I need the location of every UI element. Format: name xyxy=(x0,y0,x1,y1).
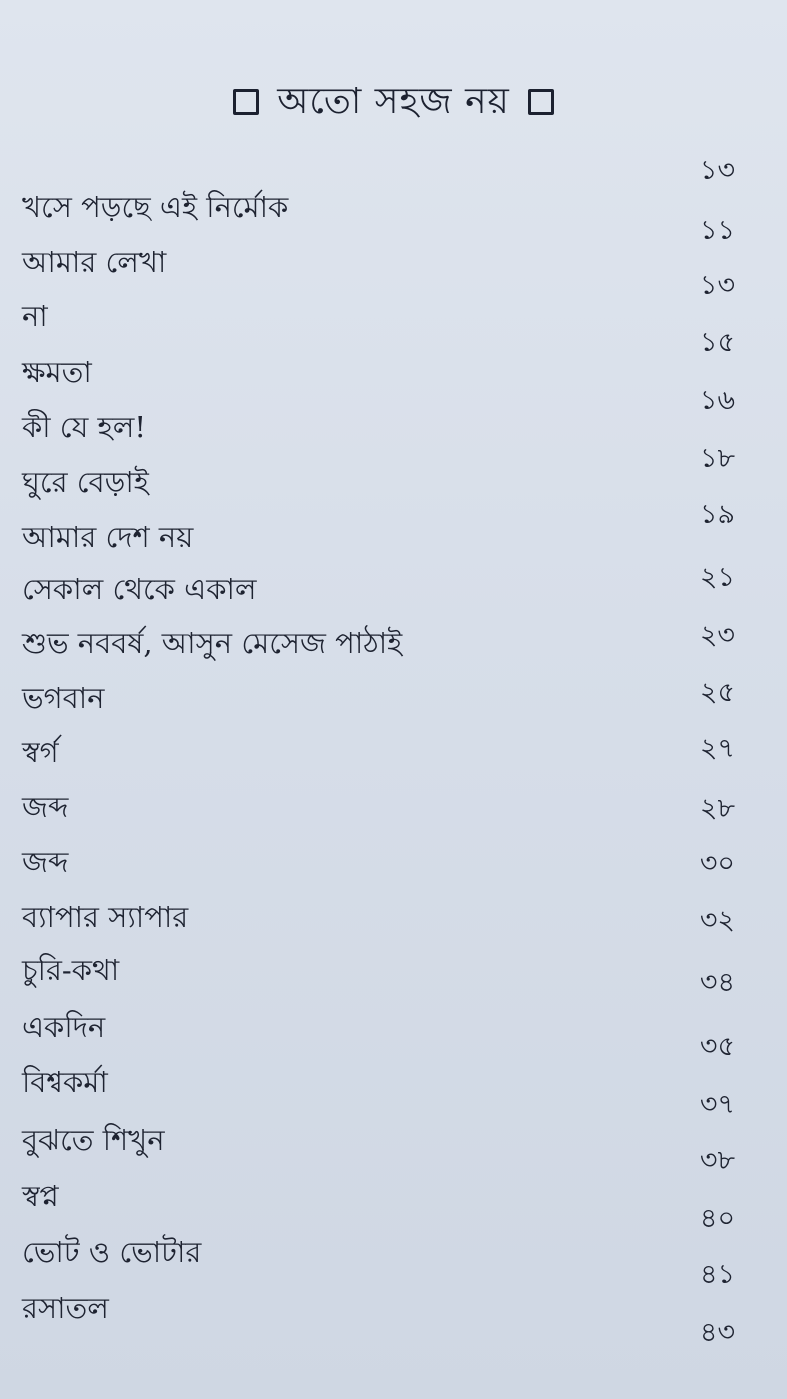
toc-title: চুরি-কথা xyxy=(22,953,120,987)
toc-page-number: ৩২ xyxy=(699,905,735,936)
toc-page-number: ২৭ xyxy=(699,733,735,764)
toc-title: না xyxy=(22,299,48,333)
toc-page-number: ১৯ xyxy=(699,499,735,530)
toc-title: ঘুরে বেড়াই xyxy=(22,465,149,499)
toc-page-number: ৩৫ xyxy=(699,1031,735,1062)
toc-page-number: ৩০ xyxy=(699,848,735,879)
toc-page-number: ১৫ xyxy=(699,327,735,358)
toc-title: স্বপ্ন xyxy=(22,1179,59,1213)
section-title-text: অতো সহজ নয় xyxy=(277,81,510,122)
toc-title: একদিন xyxy=(22,1010,106,1044)
toc-title: ব্যাপার স্যাপার xyxy=(22,900,189,934)
toc-title: খসে পড়ছে এই নির্মোক xyxy=(22,190,289,224)
toc-page-number: ১১ xyxy=(699,215,735,246)
toc-title: জব্দ xyxy=(22,845,69,879)
toc-page-number: ২১ xyxy=(699,562,735,593)
toc-page-number: ২৩ xyxy=(699,620,735,651)
toc-page-number: ৪০ xyxy=(699,1203,735,1234)
toc-title: বিশ্বকর্মা xyxy=(22,1065,108,1099)
toc-title: আমার লেখা xyxy=(22,245,167,279)
toc-page-number: ৪৩ xyxy=(699,1317,735,1348)
toc-page-number: ২৫ xyxy=(699,677,735,708)
toc-page-number: ৩৭ xyxy=(699,1089,735,1120)
toc-page-number: ৪১ xyxy=(699,1259,735,1290)
toc-page-number: ৩৪ xyxy=(699,967,735,998)
toc-title: স্বর্গ xyxy=(22,735,59,769)
toc-title: ক্ষমতা xyxy=(22,355,92,389)
toc-title: শুভ নববর্ষ, আসুন মেসেজ পাঠাই xyxy=(22,626,403,660)
toc-title: ভগবান xyxy=(22,681,105,715)
toc-page-number: ১৩ xyxy=(699,270,735,301)
toc-title: আমার দেশ নয় xyxy=(22,520,194,554)
toc-page-number: ১৩ xyxy=(699,155,735,186)
toc-page-number: ১৮ xyxy=(699,443,735,474)
toc-page-number: ৩৮ xyxy=(699,1145,735,1176)
toc-title: ভোট ও ভোটার xyxy=(22,1235,202,1269)
toc-page-number: ১৬ xyxy=(699,385,735,416)
toc-title: রসাতল xyxy=(22,1291,109,1325)
toc-title: কী যে হল! xyxy=(22,410,146,444)
toc-title: বুঝতে শিখুন xyxy=(22,1123,165,1157)
toc-title: জব্দ xyxy=(22,790,69,824)
toc-title: সেকাল থেকে একাল xyxy=(22,572,257,606)
toc-page-number: ২৮ xyxy=(699,793,735,824)
